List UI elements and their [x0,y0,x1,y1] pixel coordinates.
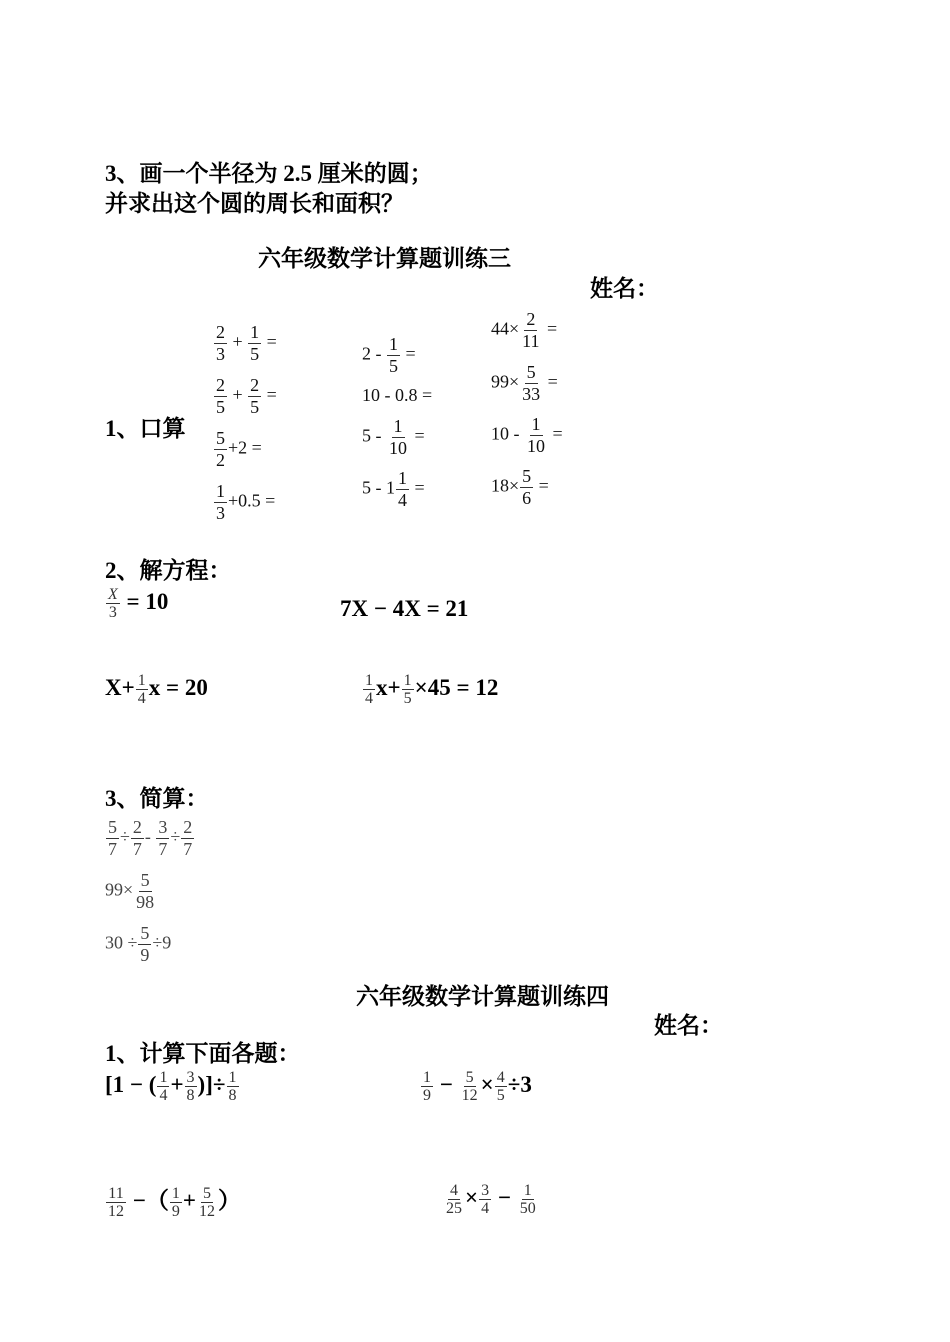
oral-a2: $\frac{2}{5}$ + $\frac{2}{5}$ = [216,375,277,417]
oral-label: 1、口算 [105,416,186,441]
equation-3: X+ $\frac{1}{4}$ x = 20 [105,672,208,707]
oral-a3: $\frac{5}{2}$ +2 = [216,428,262,470]
oral-a1: $\frac{2}{3}$ + $\frac{1}{5}$ = [216,322,277,364]
oral-c1: 44× $\frac{2}{11}$ = [491,309,558,351]
section3-name-label: 姓名： [590,276,659,301]
section4-name-label: 姓名： [654,1013,723,1038]
intro-line-2: 并求出这个圆的周长和面积？ [105,191,404,216]
simplify-3: 30 ÷ $\frac{5}{9}$ ÷9 [105,923,172,965]
equation-label: 2、解方程： [105,558,232,583]
oral-b1: 2 - $\frac{1}{5}$ = [362,334,416,376]
problem-1: [1 − ( $\frac{1}{4}$ + $\frac{3}{8}$ )]÷ $\frac{1}{8}$ [105,1069,237,1104]
problem-2: $\frac{1}{9}$ − $\frac{5}{12}$ × $\frac{4}{5}$ ÷3 [423,1069,532,1104]
simplify-label: 3、简算： [105,786,209,811]
intro-line-1: 3、画一个半径为 2.5 厘米的圆； [105,161,433,186]
simplify-1: $\frac{5}{7}$ ÷ $\frac{2}{7}$ - $\frac{3}{7}$ ÷ $\frac{2}{7}$ [108,817,193,859]
problem-3: $\frac{11}{12}$ −（ $\frac{1}{9}$ + $\frac{5}{12}$ ） [108,1185,241,1221]
oral-b3: 5 - $\frac{1}{10}$ = [362,416,425,458]
equation-4: $\frac{1}{4}$ x+ $\frac{1}{5}$ ×45 = 12 [365,672,499,707]
section3-title: 六年级数学计算题训练三 [258,246,511,271]
oral-a4: $\frac{1}{3}$ +0.5 = [216,481,276,523]
simplify-2: 99× $\frac{5}{98}$ [105,870,155,912]
oral-b2: 10 - 0.8 = [362,385,433,405]
equation-1: $\frac{X}{3}$ = 10 [108,586,169,621]
section4-title: 六年级数学计算题训练四 [356,984,609,1009]
problem-4: $\frac{4}{25}$ × $\frac{3}{4}$ − $\frac{1}{50}$ [446,1182,536,1217]
equation-2: 7X − 4X = 21 [340,596,469,621]
oral-c4: 18× $\frac{5}{6}$ = [491,466,549,508]
oral-c2: 99× $\frac{5}{33}$ = [491,362,558,404]
oral-c3: 10 - $\frac{1}{10}$ = [491,414,563,456]
oral-b4: 5 - 1 $\frac{1}{4}$ = [362,468,425,510]
compute-label: 1、计算下面各题： [105,1041,301,1066]
